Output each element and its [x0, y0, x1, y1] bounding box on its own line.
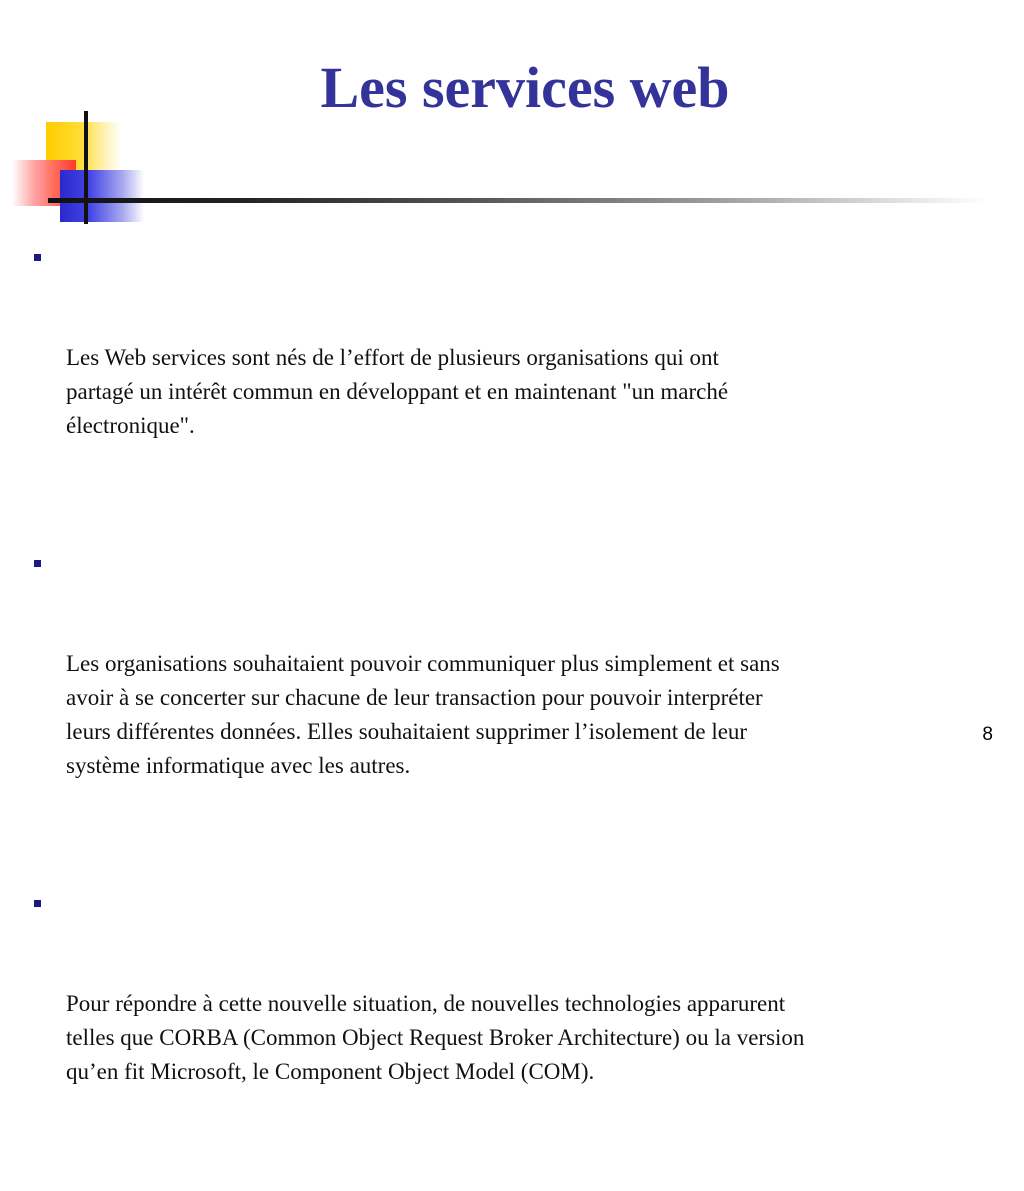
bullet-item [34, 885, 994, 1157]
vertical-rule [84, 111, 88, 224]
square-bullet-icon [34, 560, 41, 567]
square-bullet-icon [34, 254, 41, 261]
blue-square-shape [60, 170, 144, 222]
square-bullet-icon [34, 900, 41, 907]
bullet-text: Les Web services sont nés de l’effort de plusieurs organisations qui ont partagé un intérêt commun en développant et en maintenant "un marché électronique". [66, 345, 729, 438]
red-square-shape [12, 160, 76, 206]
bullet-text: Pour répondre à cette nouvelle situation, de nouvelles technologies apparurent telles que CORBA (Common Object Request Broker Architecture) ou la version qu’en fit Microsoft, le Component Object Model (COM). [66, 991, 805, 1084]
bullet-list [34, 239, 994, 1191]
bullet-text: Les organisations souhaitaient pouvoir communiquer plus simplement et sans avoir à se concerter sur chacune de leur transaction pour pouvoir interpréter leurs différentes données. Elles souhaitaient supprimer l’isolement de leur système informatique avec les autres. [66, 651, 780, 778]
title-underline-rule [48, 198, 988, 203]
slide-title: Les services web [320, 55, 730, 120]
page-number: 8 [982, 724, 993, 745]
yellow-square-shape [46, 122, 122, 202]
bullet-item [34, 239, 994, 511]
bullet-item [34, 545, 994, 851]
